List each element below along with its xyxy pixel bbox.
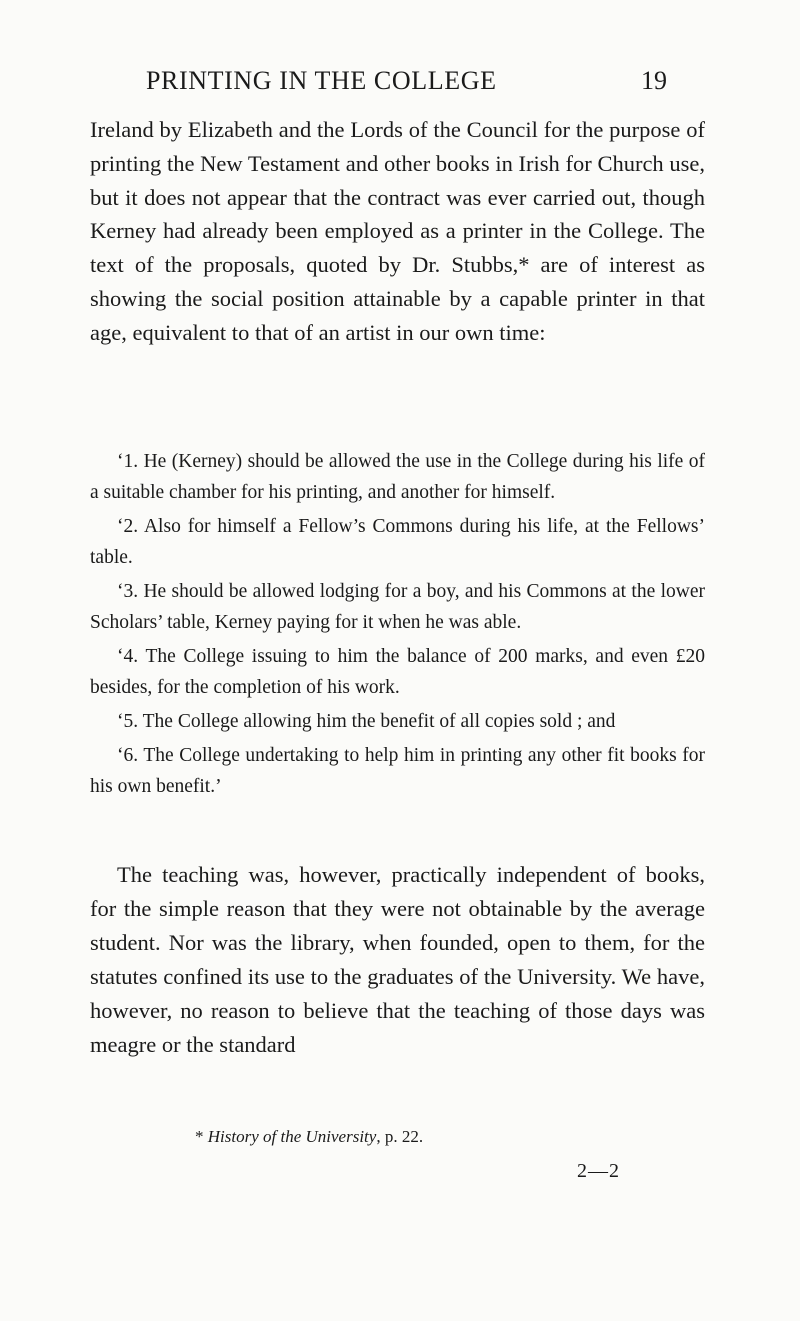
- quote-item-6: ‘6. The College undertaking to help him in printing any other fit books for his own benefit.’: [90, 745, 705, 797]
- footnote-marker: *: [195, 1127, 204, 1146]
- running-title: PRINTING IN THE COLLEGE: [146, 66, 497, 95]
- quote-item-4: ‘4. The College issuing to him the balance of 200 marks, and even £20 besides, for the completion of his work.: [90, 646, 705, 698]
- body-paragraph-1: [90, 113, 705, 350]
- quote-item-3: ‘3. He should be allowed lodging for a boy, and his Commons at the lower Scholars’ table, Kerney paying for it when he was able.: [90, 581, 705, 633]
- quote-item-2: ‘2. Also for himself a Fellow’s Commons during his life, at the Fellows’ table.: [90, 516, 705, 568]
- footnote-title: History of the University: [207, 1127, 377, 1146]
- body-paragraph-2: [90, 858, 705, 1061]
- page-number: 19: [641, 66, 667, 95]
- proposals-quote: [90, 446, 705, 805]
- footnote-reference: , p. 22.: [376, 1127, 424, 1146]
- paragraph-text: The teaching was, however, practically independent of books, for the simple reason that they were not obtainable by the average student. Nor was the library, when founded, open to them, for the statutes confined its use to the graduates of the University. We have, however, no reason to believe that the teaching of those days was meagre or the standard: [90, 862, 705, 1057]
- quote-item-1: ‘1. He (Kerney) should be allowed the use in the College during his life of a suitable chamber for his printing, and another for himself.: [90, 451, 705, 503]
- quote-item-5: ‘5. The College allowing him the benefit of all copies sold ; and: [117, 711, 616, 732]
- paragraph-text: Ireland by Elizabeth and the Lords of the Council for the purpose of printing the New Testament and other books in Irish for Church use, but it does not appear that the contract was ever carried out, though Kerney had already been employed as a printer in the College. The text of the proposals, quoted by Dr. Stubbs,* are of interest as showing the social position attainable by a capable printer in that age, equivalent to that of an artist in our own time:: [90, 117, 705, 345]
- footnote: [195, 1127, 423, 1147]
- signature-mark: 2—2: [577, 1160, 620, 1182]
